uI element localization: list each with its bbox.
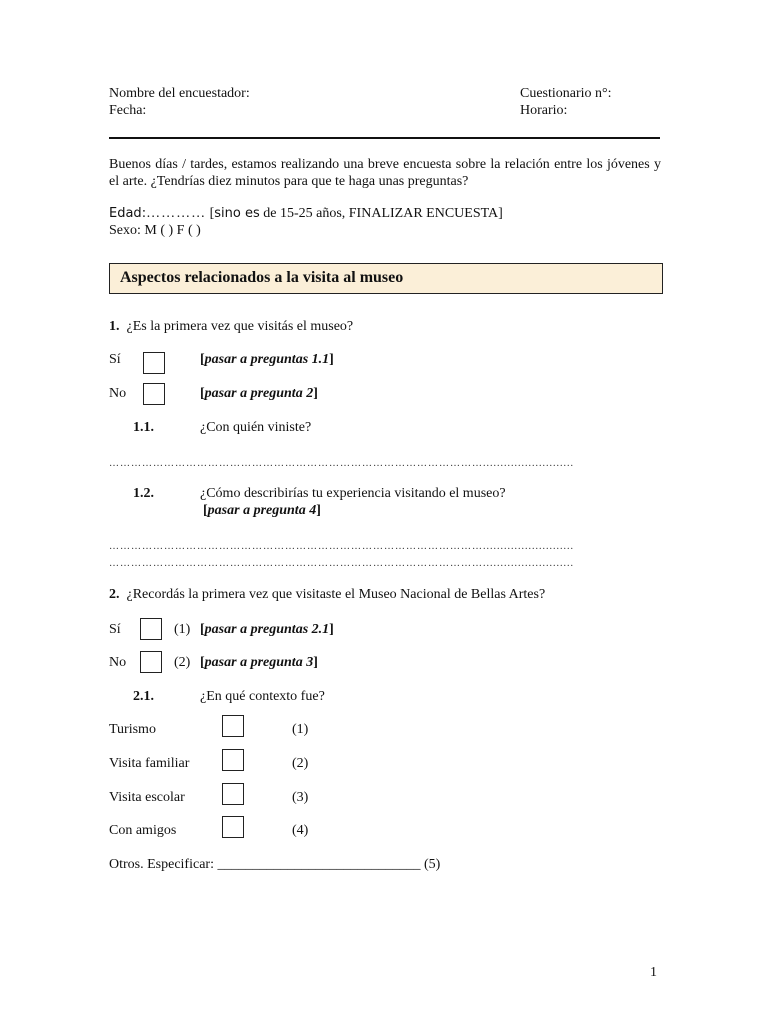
option-checkbox-turismo[interactable] [222,715,244,737]
q1-2-answer-line-1[interactable]: ………………………………………………………………………………………….......................... [109,541,574,552]
q1-yes-label: Sí [109,352,121,367]
sex-line: Sexo: M ( ) F ( ) [109,223,201,238]
q1-no-checkbox[interactable] [143,383,165,405]
option-code-visita-escolar: (3) [292,790,309,805]
date-label: Fecha: [109,103,147,118]
schedule-label: Horario: [520,103,568,118]
option-label-visita-familiar: Visita familiar [109,756,190,771]
option-checkbox-con-amigos[interactable] [222,816,244,838]
q2-no-instruction-text: pasar a pregunta 3 [204,655,314,670]
age-colon: : [141,206,147,221]
q2-no-label: No [109,655,127,670]
age-label: Edad [109,206,142,221]
q2-number: 2. [109,587,120,602]
option-label-turismo: Turismo [109,722,156,737]
option-checkbox-visita-escolar[interactable] [222,783,244,805]
q1-2-text: ¿Cómo describirías tu experiencia visitando el museo? [200,486,506,501]
q2-1-text: ¿En qué contexto fue? [200,689,325,704]
age-instruction-sans: sino es [214,206,260,221]
page-number: 1 [650,965,657,980]
q2-no-code: (2) [174,655,191,670]
q2-yes-label: Sí [109,622,121,637]
q2-no-checkbox[interactable] [140,651,162,673]
q1-no-instruction-text: pasar a pregunta 2 [204,386,314,401]
age-instruction: de 15-25 años, FINALIZAR ENCUESTA] [259,206,503,221]
q2-no-instruction: [pasar a pregunta 3] [200,655,318,670]
q1-yes-instruction: [pasar a preguntas 1.1] [200,352,334,367]
q1-2-number: 1.2. [133,486,154,501]
questionnaire-number-label: Cuestionario n°: [520,86,612,101]
q1-1-answer-line[interactable]: ………………………………………………………………………………………….......................... [109,458,574,469]
q2-1-number: 2.1. [133,689,154,704]
other-answer-field[interactable]: _____________________________ [217,857,421,872]
age-blank: ………… [146,206,207,221]
q2-yes-instruction: [pasar a preguntas 2.1] [200,622,334,637]
q1-1-text: ¿Con quién viniste? [200,420,312,435]
intro-paragraph: Buenos días / tardes, estamos realizando una breve encuesta sobre la relación entre los jóvenes y el arte. ¿Tendrías diez minutos para que te haga unas preguntas? [109,157,661,189]
q1-no-instruction: [pasar a pregunta 2] [200,386,318,401]
section-heading-box [109,263,663,294]
q1-yes-instruction-text: pasar a preguntas 1.1 [204,352,330,367]
q2-text: ¿Recordás la primera vez que visitaste el Museo Nacional de Bellas Artes? [126,587,546,602]
option-code-visita-familiar: (2) [292,756,309,771]
q1-2-instruction: [pasar a pregunta 4] [203,503,321,518]
option-code-con-amigos: (4) [292,823,309,838]
q2-yes-checkbox[interactable] [140,618,162,640]
q1-1-number: 1.1. [133,420,154,435]
q2-line [109,587,545,603]
option-label-con-amigos: Con amigos [109,823,177,838]
q1-yes-checkbox[interactable] [143,352,165,374]
other-code: (5) [420,857,441,872]
q2-yes-code: (1) [174,622,191,637]
option-label-visita-escolar: Visita escolar [109,790,185,805]
q2-yes-instruction-text: pasar a preguntas 2.1 [204,622,330,637]
age-line [109,206,503,222]
other-label: Otros. Especificar: [109,857,218,872]
q1-text: ¿Es la primera vez que visitás el museo? [126,319,354,334]
q1-line [109,319,353,335]
q1-number: 1. [109,319,120,334]
section-title: Aspectos relacionados a la visita al museo [120,269,404,286]
option-checkbox-visita-familiar[interactable] [222,749,244,771]
other-line [109,857,440,873]
q1-2-answer-line-2[interactable]: ………………………………………………………………………………………….......................... [109,558,574,569]
option-code-turismo: (1) [292,722,309,737]
age-bracket-open: [ [209,206,215,221]
interviewer-label: Nombre del encuestador: [109,86,250,101]
q1-no-label: No [109,386,127,401]
q1-2-instruction-text: pasar a pregunta 4 [207,503,317,518]
header-rule [109,137,660,139]
